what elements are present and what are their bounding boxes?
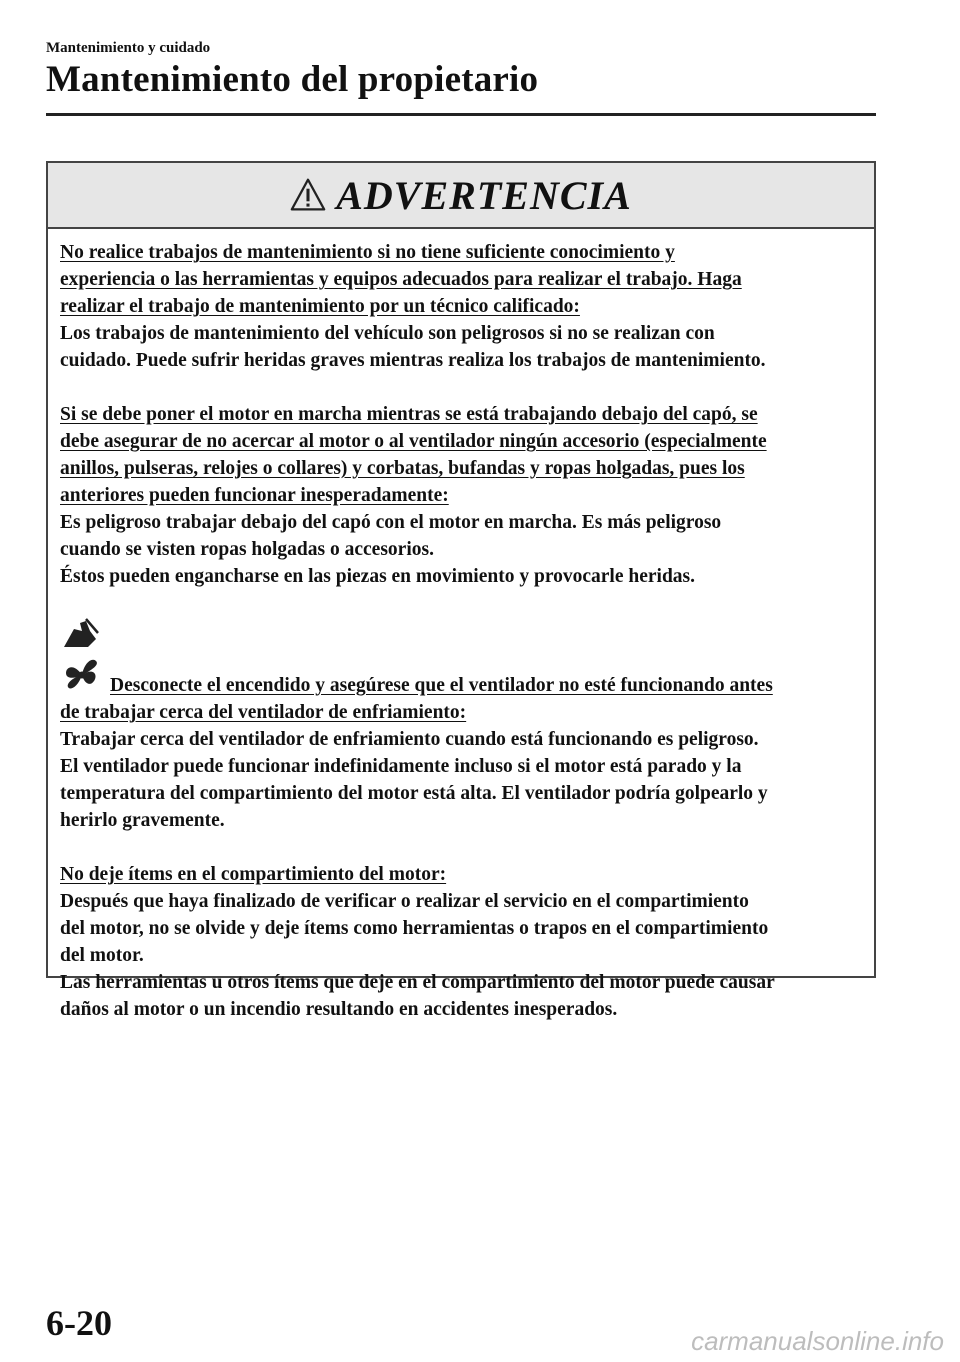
warning-header [48,163,874,229]
warning-text-line: temperatura del compartimiento del motor está alta. El ventilador podría golpearlo y [60,783,768,804]
warning-text-line: Las herramientas u otros ítems que deje en el compartimiento del motor puede causar [60,972,775,993]
warning-triangle-icon [290,177,326,213]
warning-heading-line: No deje ítems en el compartimiento del motor: [60,864,447,885]
section-label: Mantenimiento y cuidado [46,40,211,56]
warning-heading-line: realizar el trabajo de mantenimiento por un técnico calificado: [60,296,580,317]
warning-text-line: Después que haya finalizado de verificar o realizar el servicio en el compartimiento [60,891,749,912]
warning-heading-line: debe asegurar de no acercar al motor o al ventilador ningún accesorio (especialmente [60,431,767,452]
warning-text-line: herirlo gravemente. [60,810,225,831]
warning-heading-line: anteriores pueden funcionar inesperadamente: [60,485,449,506]
warning-text-line: Trabajar cerca del ventilador de enfriamiento cuando está funcionando es peligroso. [60,729,759,750]
warning-paragraph-engine-running [60,401,860,590]
warning-heading-line: experiencia o las herramientas y equipos adecuados para realizar el trabajo. Haga [60,269,742,290]
warning-heading-line [60,653,860,699]
cooling-fan-icon [60,653,104,697]
warning-body [48,229,874,1023]
warning-paragraph-items-left [60,861,860,1023]
warning-text-line: Es peligroso trabajar debajo del capó con el motor en marcha. Es más peligroso [60,512,722,533]
warning-paragraph-qualification [60,239,860,374]
warning-heading-line: anillos, pulseras, relojes o collares) y corbatas, bufandas y ropas holgadas, pues los [60,458,745,479]
title-divider [46,113,876,116]
warning-text-line: del motor. [60,945,144,966]
warning-text-line: cuidado. Puede sufrir heridas graves mientras realiza los trabajos de mantenimiento. [60,350,766,371]
warning-text-line: El ventilador puede funcionar indefinidamente incluso si el motor está parado y la [60,756,742,777]
warning-heading-text: Desconecte el encendido y asegúrese que el ventilador no esté funcionando antes [110,675,773,696]
warning-text-line: Éstos pueden engancharse en las piezas en movimiento y provocarle heridas. [60,566,696,587]
warning-paragraph-cooling-fan [60,617,860,834]
warning-heading-line: Si se debe poner el motor en marcha mientras se está trabajando debajo del capó, se [60,404,758,425]
warning-text-line: Los trabajos de mantenimiento del vehículo son peligrosos si no se realizan con [60,323,715,344]
warning-text-line: del motor, no se olvide y deje ítems como herramientas o trapos en el compartimiento [60,918,769,939]
hand-warning-icon [60,617,100,651]
watermark: carmanualsonline.info [691,1326,944,1356]
warning-text-line: daños al motor o un incendio resultando en accidentes inesperados. [60,999,618,1020]
page-number: 6-20 [46,1303,112,1343]
warning-text-line: cuando se visten ropas holgadas o accesorios. [60,539,434,560]
warning-heading-line: No realice trabajos de mantenimiento si no tiene suficiente conocimiento y [60,242,675,263]
page-title: Mantenimiento del propietario [46,59,539,100]
warning-heading-line: de trabajar cerca del ventilador de enfriamiento: [60,702,467,723]
warning-title: ADVERTENCIA [336,172,632,218]
warning-box [46,161,876,1020]
